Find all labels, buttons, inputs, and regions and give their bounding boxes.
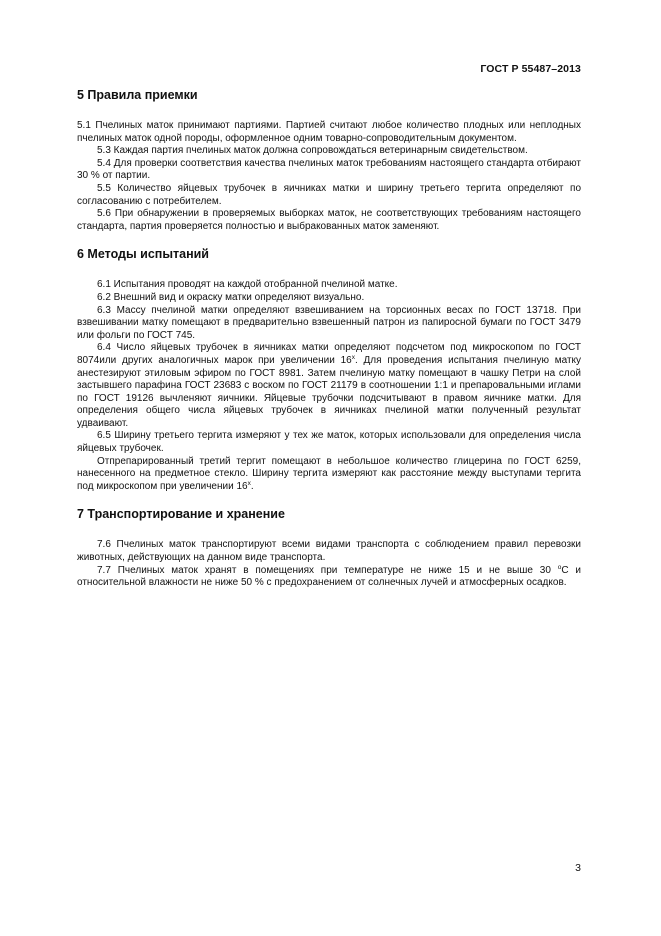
section-title: 6 Методы испытаний [77,247,209,262]
paragraph-5-6: 5.6 При обнаружении в проверяемых выборках маток, не соответствующих требованиям настоящего стандарта, партия проверяется полностью и выбракованных маток заменяют. [77,208,581,232]
paragraph-6-3: 6.3 Массу пчелиной матки определяют взвешиванием на торсионных весах по ГОСТ 13718. При взвешивании матку помещают в предварительно взвешенный патрон из папиросной бумаги по ГОСТ 3479 или фольги по ГОСТ 745. [77,304,581,341]
document-body [77,88,581,606]
paragraph-6-5: 6.5 Ширину третьего тергита измеряют у тех же маток, которых использовали для определения числа яйцевых трубочек. [77,430,581,455]
paragraph-7-7: 7.7 Пчелиных маток хранят в помещениях при температуре не ниже 15 и не выше 30 $^о$С и относительной влажности не ниже 50 % с предохранением от солнечных лучей и атмосферных осадков. [77,563,581,589]
paragraph-5-4: 5.4 Для проверки соответствия качества пчелиных маток требованиям настоящего стандарта отбирают 30 % от партии. [77,157,581,182]
paragraph-6-1: 6.1 Испытания проводят на каждой отобранной пчелиной матке. [97,279,398,291]
paragraph-6-4: 6.4 Число яйцевых трубочек в яичниках матки определяют подсчетом под микроскопом по ГОСТ 8074или других аналогичных марок при увеличении $16^х$. Для проведения испытания пчелиную матку анестезируют этиловым эфиром по ГОСТ 8981. Затем пчелиную матку помещают в чашку Петри на слой застывшего парафина ГОСТ 23683 с воском по ГОСТ 21179 в соотношении 1:1 и препаровальными иглами по ГОСТ 19126 вычленяют яичники. Яйцевые трубочки подсчитывают в правом яичнике матки. Для определения общего числа яйцевых трубочек в яичниках пчелиной матки полученный результат удваивают. [77,342,582,429]
section-7 [77,507,581,589]
page-number: 3 [575,862,581,874]
section-title: 7 Транспортирование и хранение [77,507,285,522]
paragraph-5-5: 5.5 Количество яйцевых трубочек в яичниках матки и ширину третьего тергита определяют по согласованию с потребителем. [77,182,581,207]
paragraph-6-5-cont: Отпрепарированный третий тергит помещают в небольшое количество глицерина по ГОСТ 6259, нанесенного на предметное стекло. Ширину тергита измеряют как расстояние между выступами тергита под микроскопом при увеличении $16^х$. [77,455,581,492]
section-6 [77,247,581,493]
paragraph-5-1: 5.1 Пчелиных маток принимают партиями. Партией считают любое количество плодных или неплодных пчелиных маток одной породы, оформленное одним товарно-сопроводительным документом. [77,120,581,144]
section-title: 5 Правила приемки [77,88,198,102]
superscript-degree: о [557,563,562,571]
paragraph-6-2: 6.2 Внешний вид и окраску матки определяют визуально. [97,291,365,303]
section-5 [77,88,581,233]
document-code: ГОСТ Р 55487–2013 [480,63,581,75]
paragraph-5-3: 5.3 Каждая партия пчелиных маток должна сопровождаться ветеринарным свидетельством. [97,145,528,157]
superscript-x: х [351,353,355,361]
superscript-x: х [247,479,251,487]
paragraph-7-6: 7.6 Пчелиных маток транспортируют всеми видами транспорта с соблюдением правил перевозки животных, действующих на данном виде транспорта. [77,539,581,564]
